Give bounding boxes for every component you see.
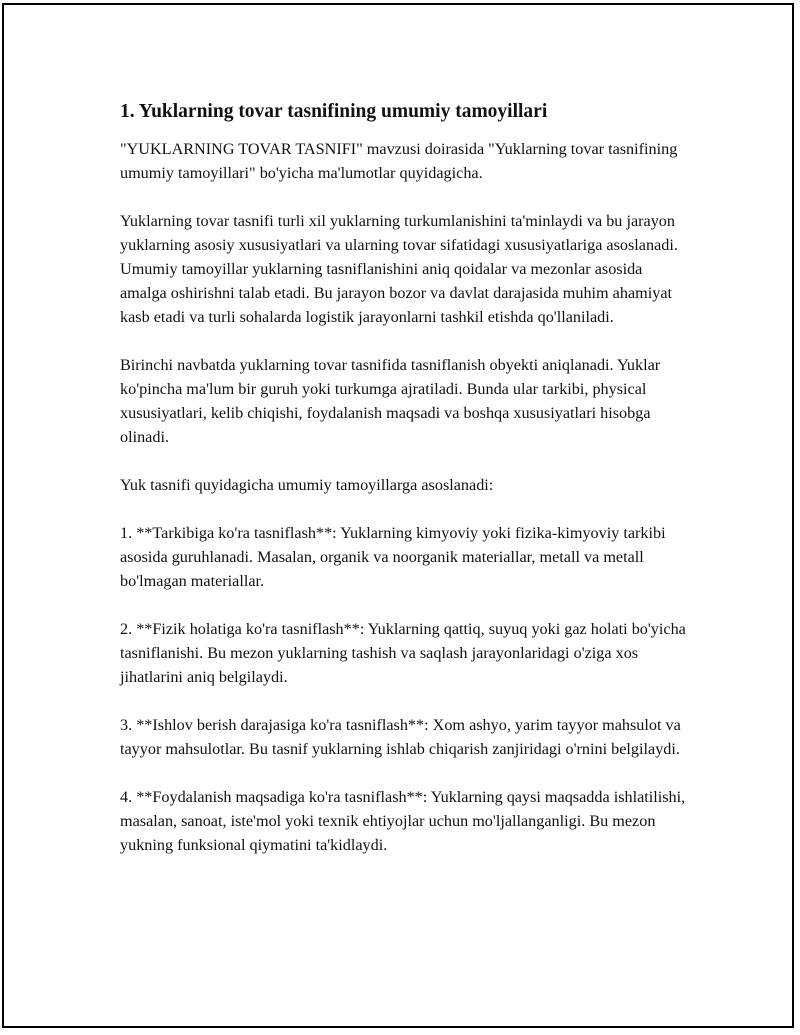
intro-paragraph: "YUKLARNING TOVAR TASNIFI" mavzusi doirasida "Yuklarning tovar tasnifining umumiy tamoyillari" bo'yicha ma'lumotlar quyidagicha. <box>120 140 678 182</box>
document-page <box>2 3 794 1028</box>
list-item-physical-state: 2. **Fizik holatiga ko'ra tasniflash**: Yuklarning qattiq, suyuq yoki gaz holati bo'yicha tasniflanishi. Bu mezon yuklarning tashish va saqlash jarayonlaridagi o'ziga xos jihatlarini aniq belgilaydi. <box>120 620 686 686</box>
list-item-processing-level: 3. **Ishlov berish darajasiga ko'ra tasniflash**: Xom ashyo, yarim tayyor mahsulot va tayyor mahsulotlar. Bu tasnif yuklarning ishlab chiqarish zanjiridagi o'rnini belgilaydi. <box>120 716 681 758</box>
document-body <box>120 99 690 881</box>
paragraph-principles-intro: Yuk tasnifi quyidagicha umumiy tamoyillarga asoslanadi: <box>120 476 494 494</box>
list-item-usage-purpose: 4. **Foydalanish maqsadiga ko'ra tasniflash**: Yuklarning qaysi maqsadda ishlatilishi, masalan, sanoat, iste'mol yoki texnik ehtiyojlar uchun mo'ljallanganligi. Bu mezon yukning funksional qiymatini ta'kidlaydi. <box>120 788 686 854</box>
list-item-composition: 1. **Tarkibiga ko'ra tasniflash**: Yuklarning kimyoviy yoki fizika-kimyoviy tarkibi asosida guruhlanadi. Masalan, organik va noorganik materiallar, metall va metall bo'lmagan materiallar. <box>120 524 666 590</box>
paragraph-overview: Yuklarning tovar tasnifi turli xil yuklarning turkumlanishini ta'minlaydi va bu jarayon yuklarning asosiy xususiyatlari va ularning tovar sifatidagi xususiyatlariga asoslanadi. Umumiy tamoyillar yuklarning tasniflanishini aniq qoidalar va mezonlar asosida amalga oshirishni talab etadi. Bu jarayon bozor va davlat darajasida muhim ahamiyat kasb etadi va turli sohalarda logistik jarayonlarni tashkil etishda qo'llaniladi. <box>120 212 678 326</box>
section-title: 1. Yuklarning tovar tasnifining umumiy tamoyillari <box>120 101 548 122</box>
paragraph-classification-object: Birinchi navbatda yuklarning tovar tasnifida tasniflanish obyekti aniqlanadi. Yuklar ko'pincha ma'lum bir guruh yoki turkumga ajratiladi. Bunda ular tarkibi, physical xususiyatlari, kelib chiqishi, foydalanish maqsadi va boshqa xususiyatlari hisobga olinadi. <box>120 356 661 446</box>
